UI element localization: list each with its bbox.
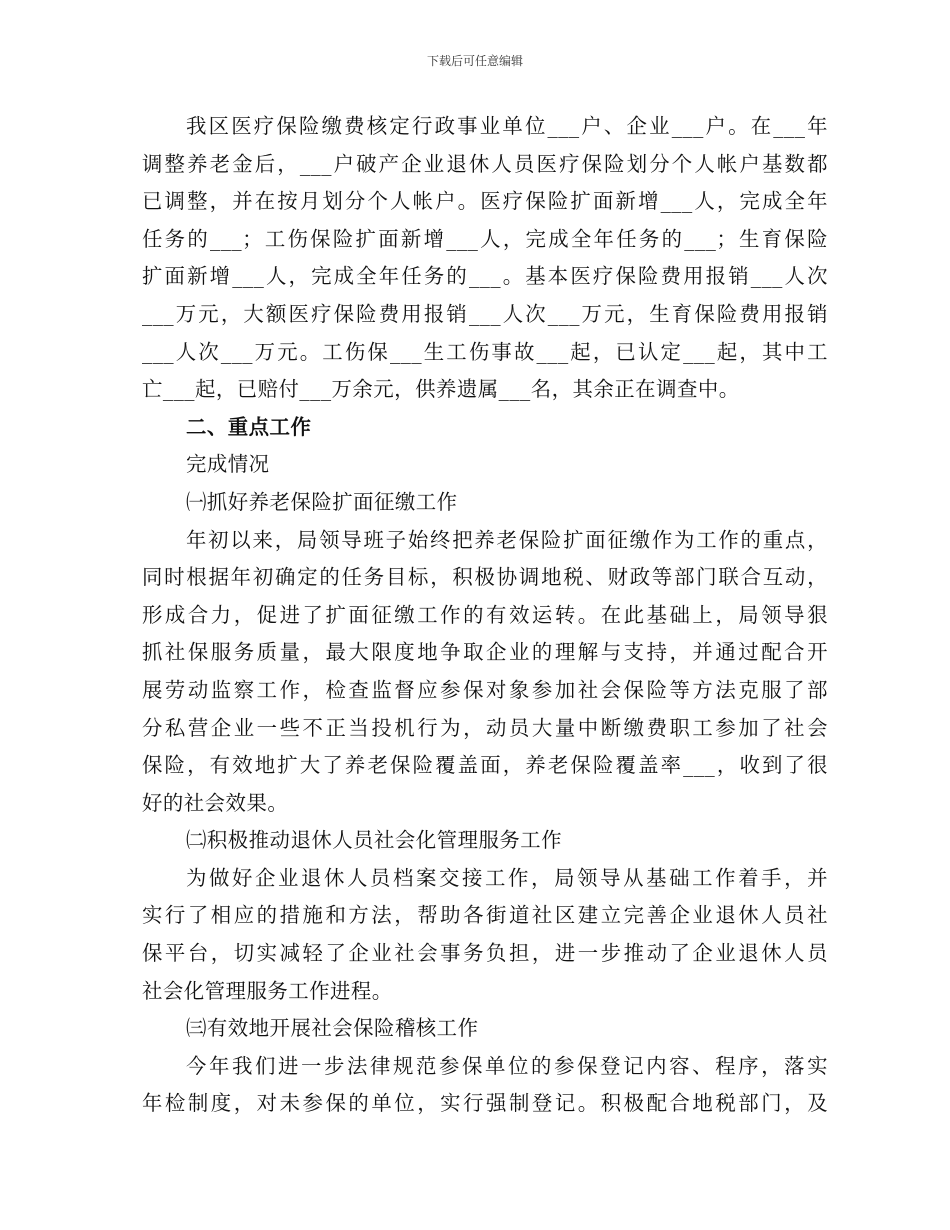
text-line: 形成合力，促进了扩面征缴工作的有效运转。在此基础上，局领导狠	[142, 602, 828, 627]
text-line: 已调整，并在按月划分个人帐户。医疗保险扩面新增___人，完成全年	[142, 189, 828, 214]
text-line: 今年我们进一步法律规范参保单位的参保登记内容、程序，落实	[186, 1053, 828, 1078]
text-line: 完成情况	[186, 452, 270, 477]
section-heading: 二、重点工作	[186, 414, 312, 439]
text-line: 同时根据年初确定的任务目标，积极协调地税、财政等部门联合互动，	[142, 565, 828, 590]
page-header: 下载后可任意编辑	[426, 54, 523, 68]
text-line: 保平台，切实减轻了企业社会事务负担，进一步推动了企业退休人员	[142, 941, 828, 966]
document-body	[142, 108, 828, 1123]
text-line: ㈢有效地开展社会保险稽核工作	[186, 1016, 479, 1041]
text-line: 分私营企业一些不正当投机行为，动员大量中断缴费职工参加了社会	[142, 715, 828, 740]
text-line: ___人次___万元。工伤保___生工伤事故___起，已认定___起，其中工	[142, 339, 828, 364]
text-line: 任务的___；工伤保险扩面新增___人，完成全年任务的___；生育保险	[142, 226, 828, 251]
text-line: 展劳动监察工作，检查监督应参保对象参加社会保险等方法克服了部	[142, 677, 828, 702]
text-line: 抓社保服务质量，最大限度地争取企业的理解与支持，并通过配合开	[142, 640, 828, 665]
text-line: ㈡积极推动退休人员社会化管理服务工作	[186, 828, 563, 853]
text-line: 我区医疗保险缴费核定行政事业单位___户、企业___户。在___年	[186, 114, 828, 138]
text-line: 社会化管理服务工作进程。	[142, 978, 393, 1003]
text-line: 调整养老金后，___户破产企业退休人员医疗保险划分个人帐户基数都	[142, 151, 828, 176]
text-line: 年初以来，局领导班子始终把养老保险扩面征缴作为工作的重点，	[186, 527, 828, 552]
text-line: 保险，有效地扩大了养老保险覆盖面，养老保险覆盖率___，收到了很	[142, 753, 828, 778]
text-line: ㈠抓好养老保险扩面征缴工作	[186, 489, 458, 514]
text-line: 为做好企业退休人员档案交接工作，局领导从基础工作着手，并	[186, 865, 828, 890]
text-line: 实行了相应的措施和方法，帮助各街道社区建立完善企业退休人员社	[142, 903, 828, 928]
text-line: 扩面新增___人，完成全年任务的___。基本医疗保险费用报销___人次	[142, 264, 828, 289]
text-line: 年检制度，对未参保的单位，实行强制登记。积极配合地税部门，及	[142, 1091, 828, 1116]
text-line: 好的社会效果。	[142, 790, 289, 815]
text-line: ___万元，大额医疗保险费用报销___人次___万元，生育保险费用报销	[142, 301, 828, 326]
text-line: 亡___起，已赔付___万余元，供养遗属___名，其余正在调查中。	[142, 377, 740, 402]
